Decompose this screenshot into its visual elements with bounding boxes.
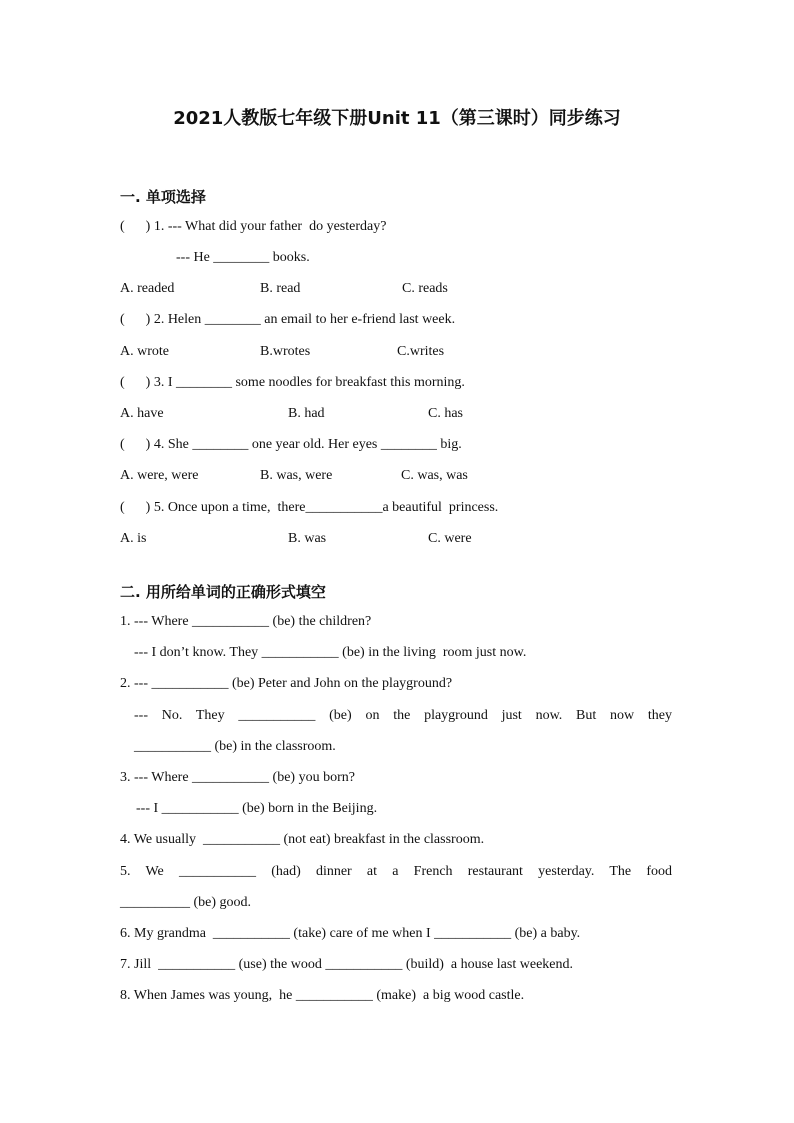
option-a: A. is: [120, 531, 147, 546]
option-b: B. read: [260, 281, 301, 296]
question-4-stem: ( ) 4. She ________ one year old. Her eyes ________ big.: [120, 437, 462, 452]
option-a: A. were, were: [120, 468, 199, 483]
question-3-stem: ( ) 3. I ________ some noodles for breakfast this morning.: [120, 375, 465, 390]
option-c: C. has: [428, 406, 463, 421]
question-5-stem: ( ) 5. Once upon a time, there___________a beautiful princess.: [120, 500, 499, 515]
fill-line-1: 1. --- Where ___________ (be) the children?: [120, 614, 372, 629]
fill-line-2: 2. --- ___________ (be) Peter and John on the playground?: [120, 676, 453, 691]
option-c: C. reads: [402, 281, 448, 296]
section-1-heading: 一. 单项选择: [120, 188, 206, 206]
option-b: B. was: [288, 531, 327, 546]
question-2-stem: ( ) 2. Helen ________ an email to her e-friend last week.: [120, 312, 456, 327]
question-1-subline: --- He ________ books.: [176, 250, 310, 265]
fill-line-5-cont: __________ (be) good.: [120, 895, 252, 910]
fill-line-2-sub: --- No. They ___________ (be) on the playground just now. But now they: [134, 708, 672, 723]
fill-line-3-sub: --- I ___________ (be) born in the Beijing.: [136, 801, 378, 816]
section-2-heading: 二. 用所给单词的正确形式填空: [120, 583, 326, 601]
fill-line-5: 5. We ___________ (had) dinner at a French restaurant yesterday. The food: [120, 864, 672, 879]
option-a: A. have: [120, 406, 164, 421]
fill-line-7: 7. Jill ___________ (use) the wood ___________ (build) a house last weekend.: [120, 957, 573, 972]
fill-line-4: 4. We usually ___________ (not eat) breakfast in the classroom.: [120, 832, 485, 847]
fill-line-2-cont: ___________ (be) in the classroom.: [134, 739, 336, 754]
question-1-stem: ( ) 1. --- What did your father do yesterday?: [120, 219, 387, 234]
option-c: C.writes: [397, 344, 445, 359]
fill-line-3: 3. --- Where ___________ (be) you born?: [120, 770, 355, 785]
option-c: C. were: [428, 531, 472, 546]
fill-line-1-sub: --- I don’t know. They ___________ (be) in the living room just now.: [134, 645, 527, 660]
option-b: B.wrotes: [260, 344, 311, 359]
option-a: A. readed: [120, 281, 175, 296]
option-a: A. wrote: [120, 344, 169, 359]
option-b: B. had: [288, 406, 325, 421]
option-c: C. was, was: [401, 468, 468, 483]
worksheet-title: 2021人教版七年级下册Unit 11（第三课时）同步练习: [173, 108, 621, 129]
option-b: B. was, were: [260, 468, 333, 483]
fill-line-6: 6. My grandma ___________ (take) care of me when I ___________ (be) a baby.: [120, 926, 581, 941]
fill-line-8: 8. When James was young, he ___________ (make) a big wood castle.: [120, 988, 525, 1003]
